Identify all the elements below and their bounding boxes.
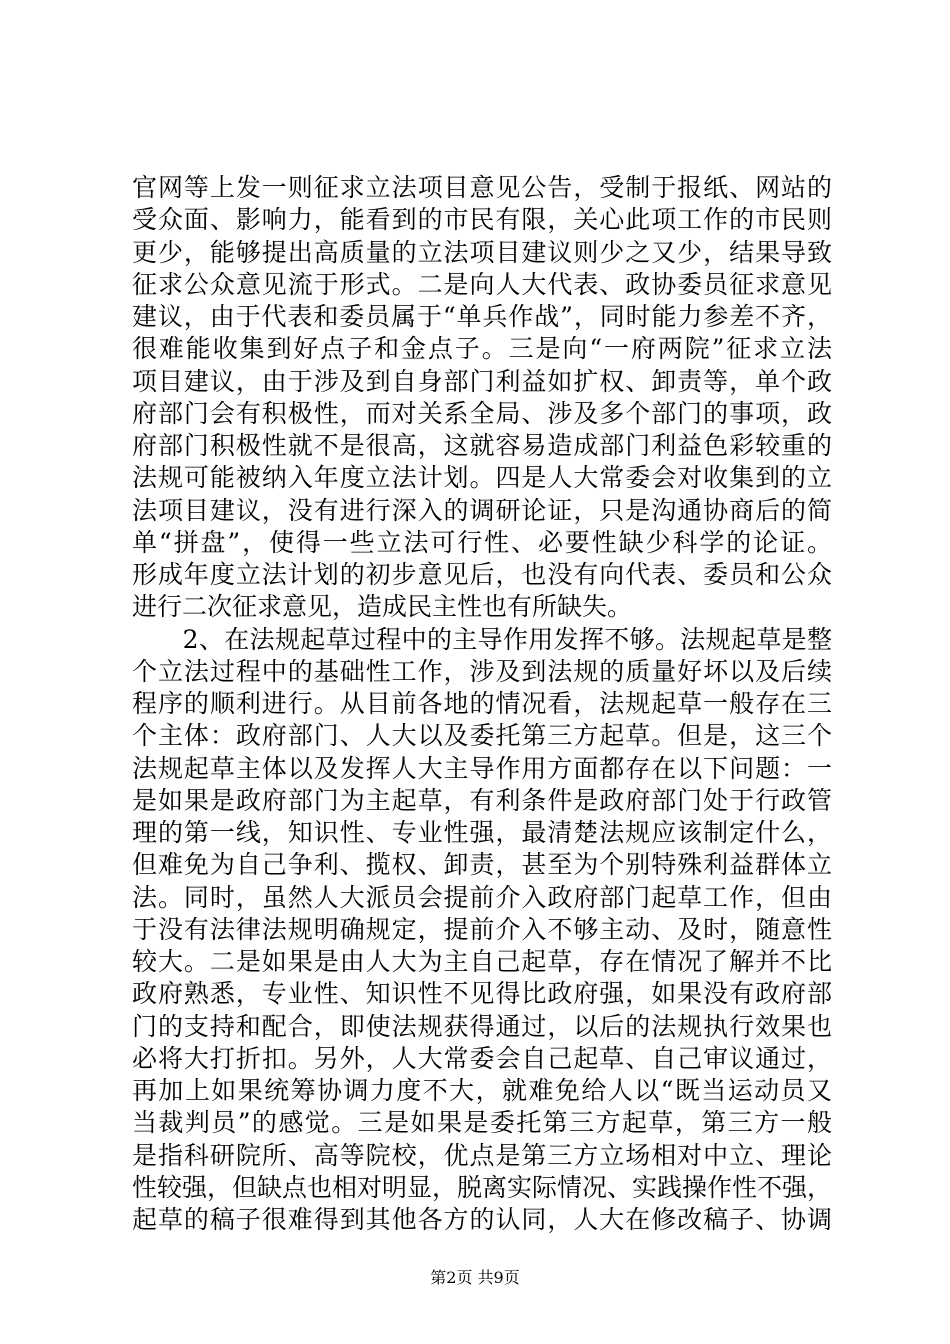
text-line: 个立法过程中的基础性工作，涉及到法规的质量好坏以及后续 [132, 656, 832, 686]
text-line: 形成年度立法计划的初步意见后，也没有向代表、委员和公众 [132, 560, 832, 589]
text-line: 进行二次征求意见，造成民主性也有所缺失。 [132, 592, 633, 622]
text-line: 但难免为自己争利、揽权、卸责，甚至为个别特殊利益群体立 [132, 850, 832, 880]
text-line: 府部门会有积极性，而对关系全局、涉及多个部门的事项，政 [132, 398, 832, 428]
text-line: 程序的顺利进行。从目前各地的情况看，法规起草一般存在三 [132, 689, 832, 718]
text-line: 法规可能被纳入年度立法计划。四是人大常委会对收集到的立 [132, 463, 832, 493]
text-line: 是指科研院所、高等院校，优点是第三方立场相对中立、理论 [132, 1140, 832, 1170]
text-line: 于没有法律法规明确规定，提前介入不够主动、及时，随意性 [132, 914, 832, 944]
text-line: 项目建议，由于涉及到自身部门利益如扩权、卸责等，单个政 [132, 366, 832, 396]
page-number-footer: 第2页 共9页 [430, 1268, 520, 1287]
text-line: 很难能收集到好点子和金点子。三是向“一府两院”征求立法 [132, 334, 832, 364]
text-line: 府部门积极性就不是很高，这就容易造成部门利益色彩较重的 [132, 431, 832, 460]
document-body [132, 172, 832, 1236]
text-line: 政府熟悉，专业性、知识性不见得比政府强，如果没有政府部 [132, 979, 832, 1009]
text-line: 是如果是政府部门为主起草，有利条件是政府部门处于行政管 [132, 785, 832, 815]
text-line: 更少，能够提出高质量的立法项目建议则少之又少，结果导致 [132, 237, 832, 267]
text-line: 征求公众意见流于形式。二是向人大代表、政协委员征求意见 [132, 269, 832, 299]
text-line: 法规起草主体以及发挥人大主导作用方面都存在以下问题：一 [132, 753, 832, 783]
text-line: 较大。二是如果是由人大为主自己起草，存在情况了解并不比 [132, 947, 832, 976]
text-line: 官网等上发一则征求立法项目意见公告，受制于报纸、网站的 [132, 173, 832, 202]
text-line: 性较强，但缺点也相对明显，脱离实际情况、实践操作性不强， [132, 1172, 832, 1202]
text-line: 必将大打折扣。另外，人大常委会自己起草、自己审议通过， [132, 1043, 832, 1073]
text-line: 建议，由于代表和委员属于“单兵作战”，同时能力参差不齐， [132, 302, 832, 331]
text-line: 当裁判员”的感觉。三是如果是委托第三方起草，第三方一般 [132, 1108, 832, 1138]
text-line: 门的支持和配合，即使法规获得通过，以后的法规执行效果也 [132, 1011, 832, 1041]
text-line: 理的第一线，知识性、专业性强，最清楚法规应该制定什么， [132, 818, 832, 847]
text-line: 单“拼盘”，使得一些立法可行性、必要性缺少科学的论证。 [132, 527, 832, 557]
text-line: 再加上如果统筹协调力度不大，就难免给人以“既当运动员又 [132, 1076, 832, 1105]
text-line: 2、在法规起草过程中的主导作用发挥不够。法规起草是整 [132, 624, 832, 654]
text-line: 起草的稿子很难得到其他各方的认同，人大在修改稿子、协调 [132, 1205, 832, 1234]
text-line: 个主体：政府部门、人大以及委托第三方起草。但是，这三个 [132, 721, 832, 751]
text-line: 法项目建议，没有进行深入的调研论证，只是沟通协商后的简 [132, 495, 832, 525]
text-line: 受众面、影响力，能看到的市民有限，关心此项工作的市民则 [132, 205, 832, 235]
text-line: 法。同时，虽然人大派员会提前介入政府部门起草工作，但由 [132, 882, 832, 912]
